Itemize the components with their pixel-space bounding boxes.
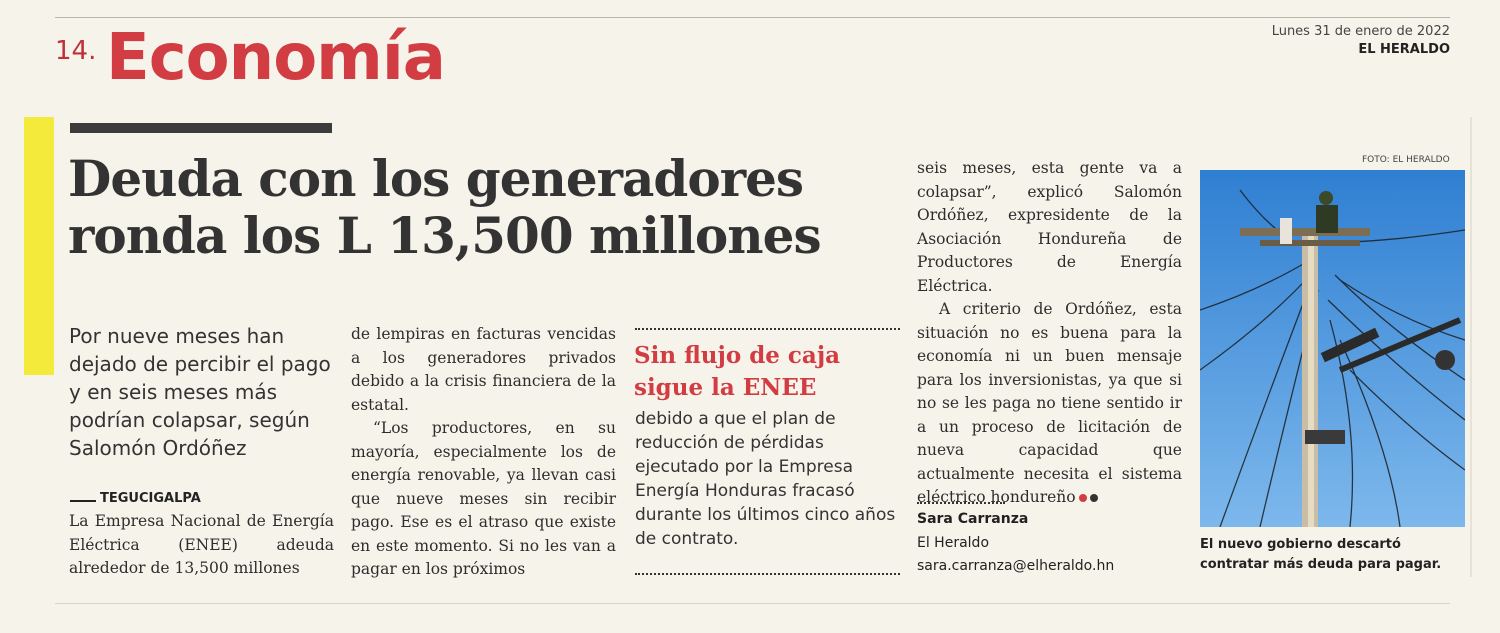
body-paragraph: “Los productores, en su mayoría, especialmente los de energía renovable, ya llevan casi que nueve meses sin recibir pago. Ese es el atraso que existe en este momento. Si no les van a pagar en los próximos	[351, 419, 616, 578]
author-email[interactable]: sara.carranza@elheraldo.hn	[917, 558, 1115, 574]
page-number: 14.	[55, 36, 97, 66]
dateline-rule	[70, 500, 96, 502]
headline-kicker-bar	[70, 123, 332, 133]
bottom-rule	[55, 603, 1450, 604]
dateline: TEGUCIGALPA	[100, 491, 201, 506]
end-mark-red-dot-icon	[1079, 494, 1087, 502]
headline	[68, 150, 868, 264]
news-photo	[1200, 170, 1465, 527]
highlighter-mark	[24, 117, 54, 375]
headline-line-1: Deuda con los generadores	[68, 149, 804, 208]
byline-rule	[917, 502, 1005, 504]
body-paragraph-text: A criterio de Ordóñez, esta situación no es buena para la economía ni un buen mensaje para los inversionistas, ya que si no se les paga no tiene sentido ir a un proceso de licitación de nueva capacidad que actualmente necesita el sistema eléctrico hondureño	[917, 300, 1182, 506]
pullquote-body: debido a que el plan de reducción de pérdidas ejecutado por la Empresa Energía Honduras fracasó durante los últimos cinco años de contrato.	[635, 409, 896, 549]
photo-caption: El nuevo gobierno descartó contratar más deuda para pagar.	[1200, 537, 1442, 572]
body-column-3	[917, 157, 1182, 510]
utility-pole-photo-illustration	[1200, 170, 1465, 527]
newspaper-name: EL HERALDO	[1358, 42, 1450, 57]
body-column-1	[69, 510, 334, 581]
author-organization: El Heraldo	[917, 535, 990, 551]
body-paragraph: La Empresa Nacional de Energía Eléctrica (ENEE) adeuda alrededor de 13,500 millones	[69, 512, 334, 577]
issue-date: Lunes 31 de enero de 2022	[1271, 24, 1450, 39]
end-mark-dark-dot-icon	[1090, 494, 1098, 502]
body-paragraph: de lempiras en facturas vencidas a los generadores privados debido a la crisis financiera de la estatal.	[351, 325, 616, 414]
photo-credit: FOTO: EL HERALDO	[1362, 155, 1450, 165]
body-paragraph: seis meses, esta gente va a colapsar”, explicó Salomón Ordóñez, expresidente de la Asociación Hondureña de Productores de Energía Eléctrica.	[917, 159, 1182, 295]
pullquote-bottom-rule	[635, 573, 900, 575]
top-rule	[55, 17, 1450, 18]
pullquote-top-rule	[635, 328, 900, 330]
headline-line-2: ronda los L 13,500 millones	[68, 206, 821, 265]
pullquote-title: Sin flujo de caja sigue la ENEE	[634, 342, 841, 401]
lede: Por nueve meses han dejado de percibir el pago y en seis meses más podrían colapsar, según Salomón Ordóñez	[69, 324, 331, 460]
author-name: Sara Carranza	[917, 511, 1029, 527]
page-edge	[1470, 117, 1472, 577]
body-column-2	[351, 323, 616, 582]
section-title: Economía	[106, 21, 445, 95]
body-paragraph-ending	[917, 298, 1182, 510]
